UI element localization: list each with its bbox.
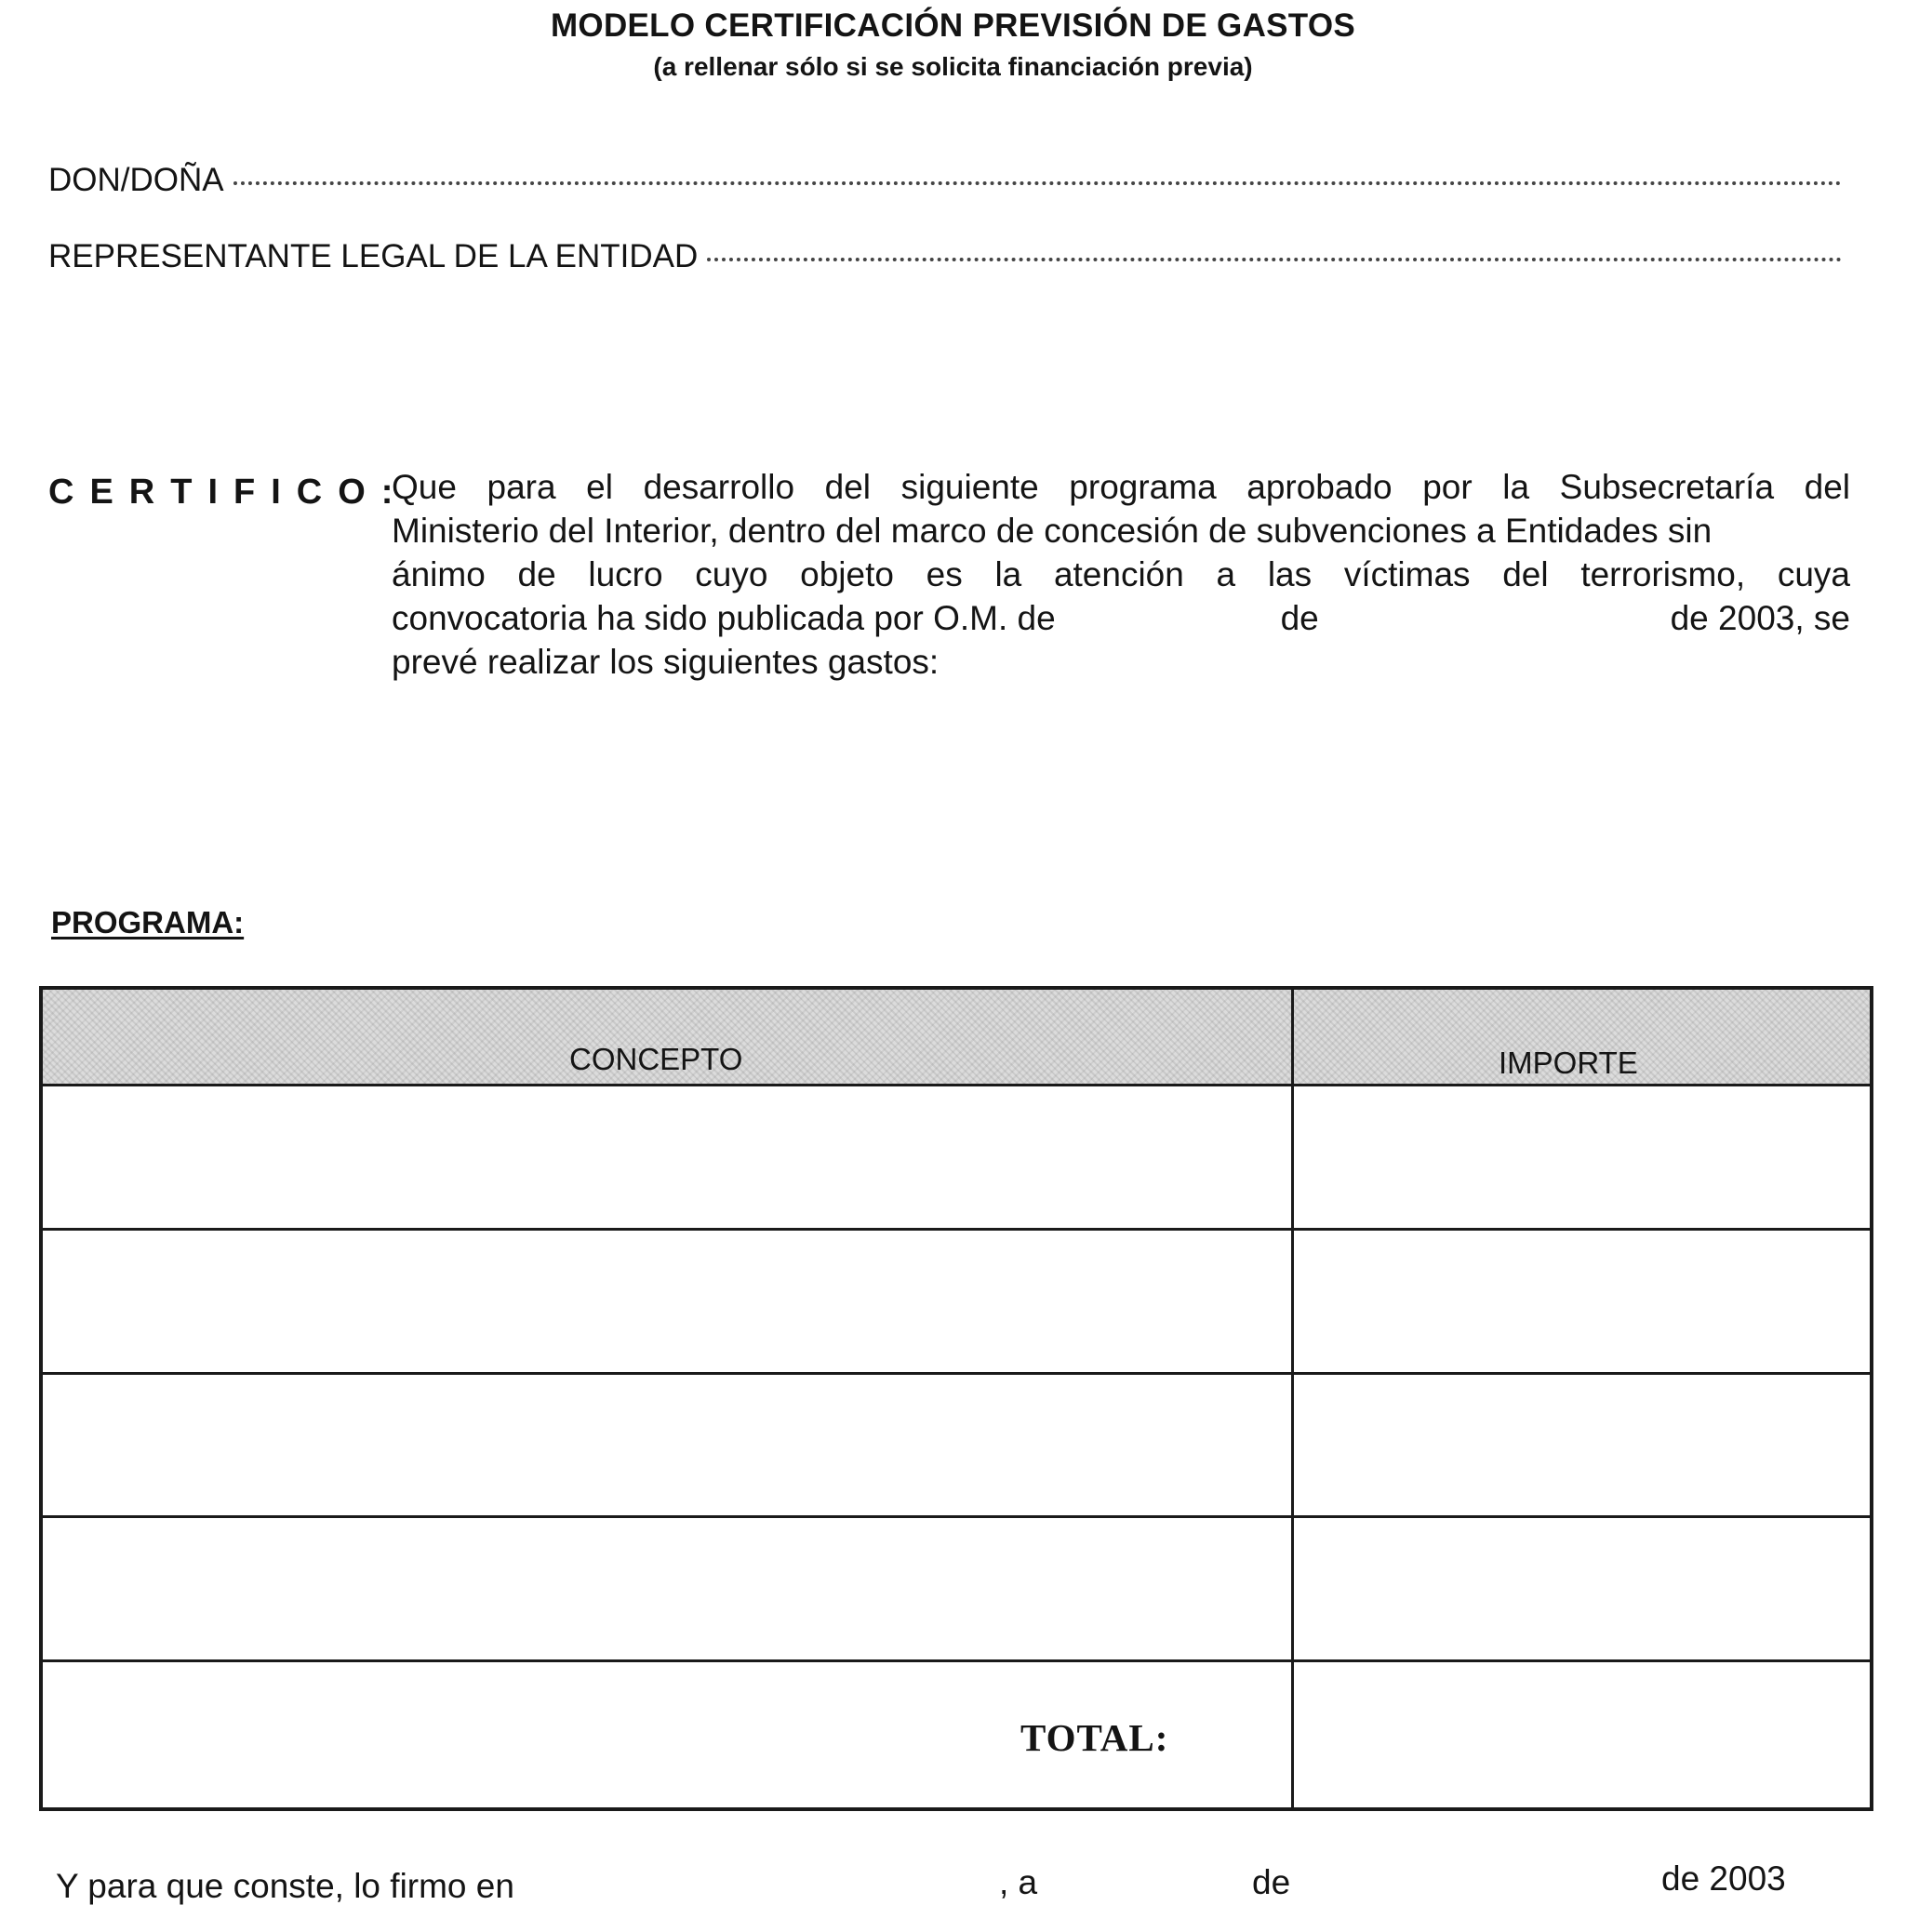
table-header (43, 990, 1870, 1086)
representante-dotted-line[interactable] (707, 258, 1842, 261)
don-dona-label: DON/DOÑA (48, 162, 224, 198)
signature-line (56, 1859, 1795, 1908)
row-divider (43, 1515, 1870, 1518)
certifico-line-1: Que para el desarrollo del siguiente programa aprobado por la Subsecretaría del (392, 468, 1850, 506)
certifico-line-3: ánimo de lucro cuyo objeto es la atención a las víctimas del terrorismo, cuya (392, 555, 1850, 593)
signature-text: Y para que conste, lo firmo en (56, 1867, 514, 1905)
page-title: MODELO CERTIFICACIÓN PREVISIÓN DE GASTOS (550, 7, 1356, 44)
row-divider (43, 1228, 1870, 1231)
column-divider (1291, 990, 1294, 1807)
don-dona-dotted-line[interactable] (233, 181, 1842, 185)
om-text: convocatoria ha sido publicada por O.M. de (392, 599, 1056, 637)
col-importe-header: IMPORTE (1499, 1046, 1638, 1080)
certifico-line-5: prevé realizar los siguientes gastos: (392, 643, 940, 681)
signature-de-text: de (1252, 1863, 1291, 1901)
row-divider (43, 1372, 1870, 1375)
certifico-paragraph (392, 465, 1850, 684)
row-divider (43, 1659, 1870, 1662)
signature-year-text: de 2003 (1661, 1859, 1786, 1898)
signature-a-text: , a (999, 1863, 1038, 1901)
expenses-table (39, 986, 1873, 1811)
certifico-line-2: Ministerio del Interior, dentro del marco de concesión de subvenciones a Entidades sin (392, 512, 1713, 550)
col-concepto-header: CONCEPTO (569, 1042, 743, 1076)
total-label: TOTAL: (1020, 1716, 1169, 1759)
programa-label: PROGRAMA: (51, 905, 245, 939)
om-year-text: de 2003, se (1670, 599, 1850, 637)
certifico-line-4 (392, 596, 1850, 640)
page-subtitle: (a rellenar sólo si se solicita financiación previa) (653, 52, 1253, 81)
don-dona-field[interactable] (48, 162, 1842, 199)
om-de-text: de (1280, 599, 1319, 637)
representante-field[interactable] (48, 238, 1842, 275)
representante-label: REPRESENTANTE LEGAL DE LA ENTIDAD (48, 238, 699, 274)
certifico-label: CERTIFICO: (48, 473, 409, 512)
